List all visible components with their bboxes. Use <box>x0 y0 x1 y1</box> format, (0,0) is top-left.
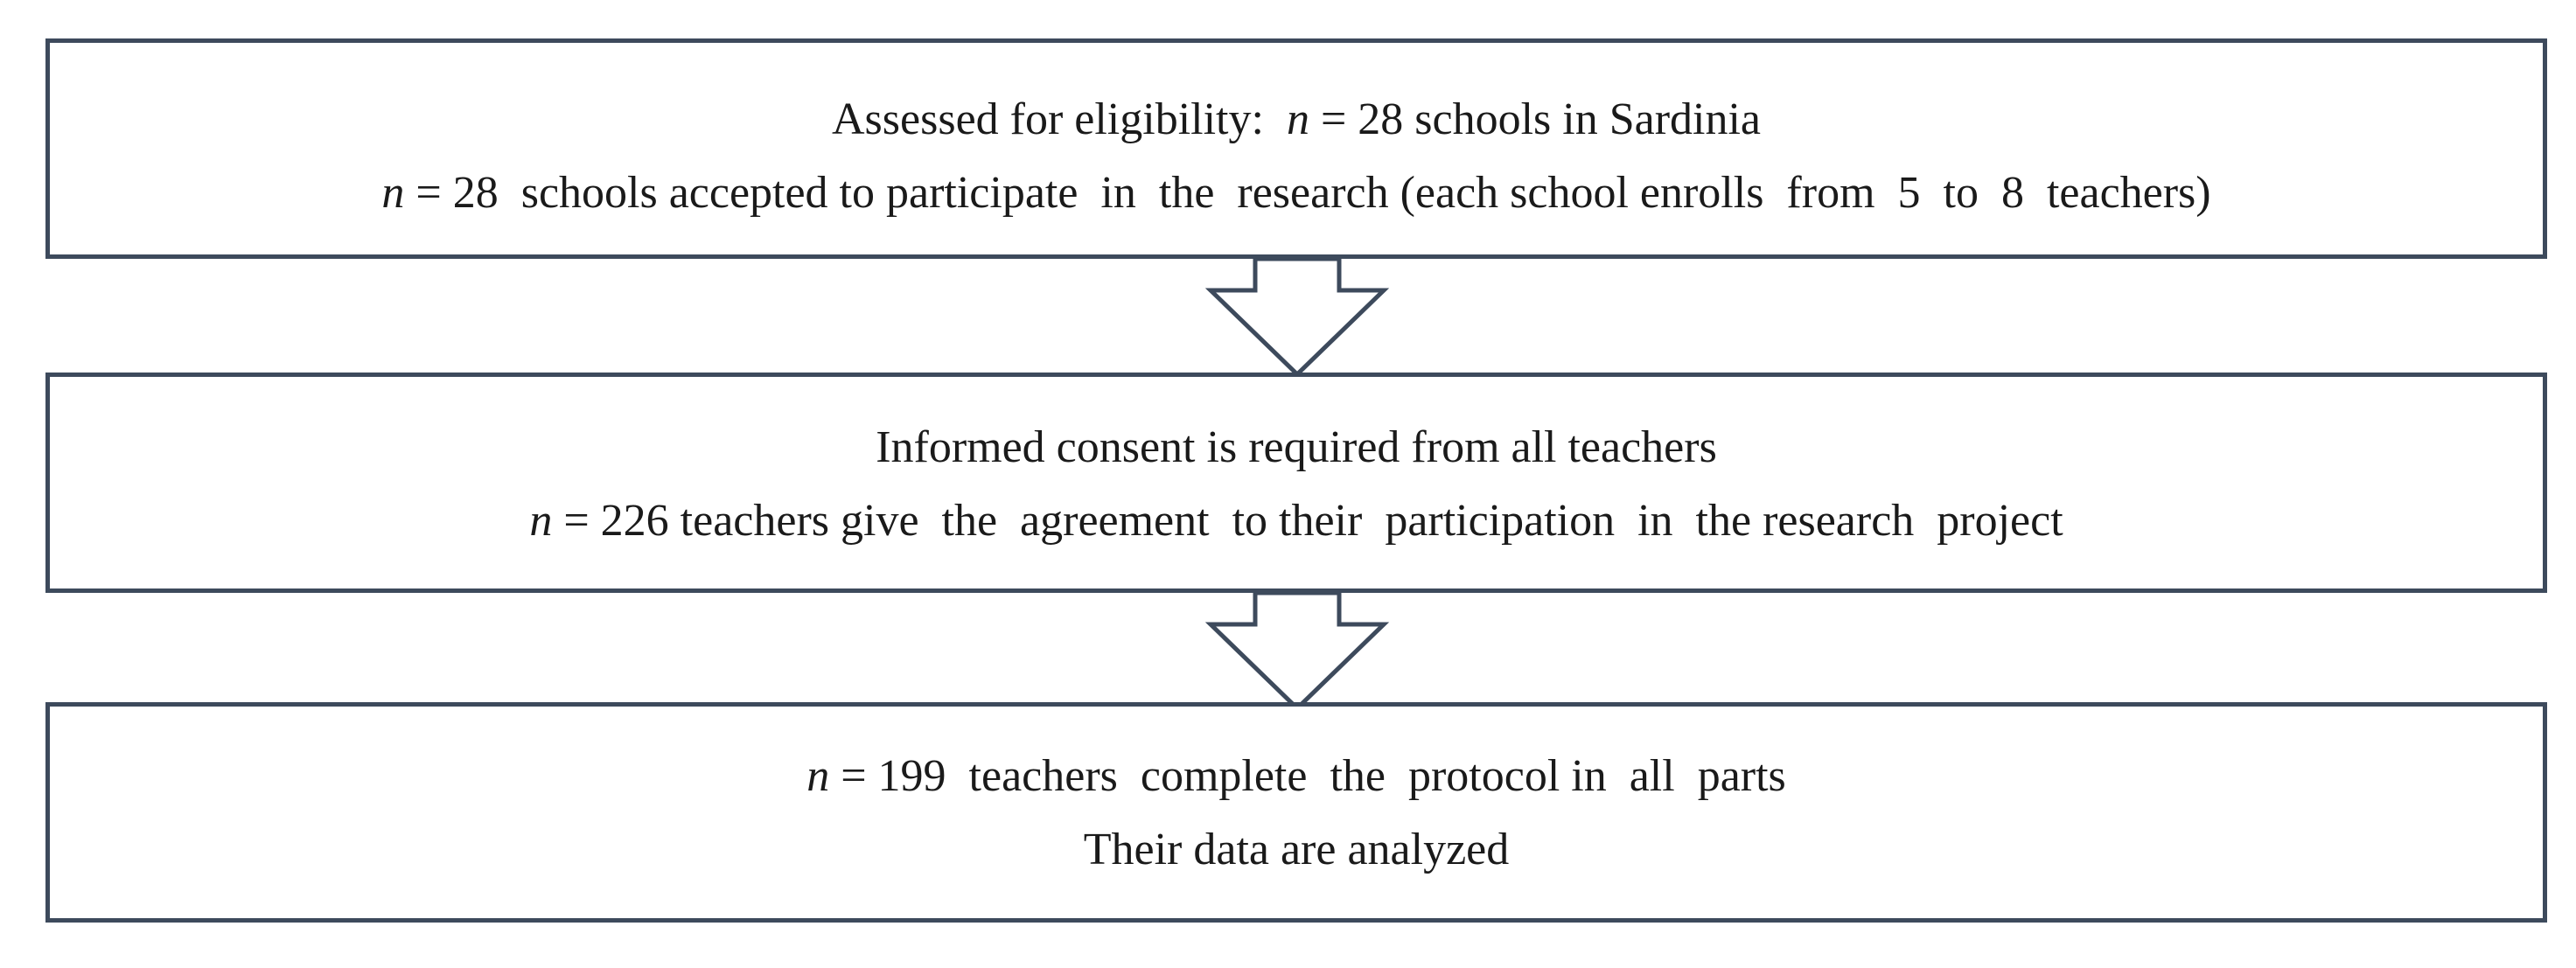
step-1-box <box>45 38 2547 259</box>
eligibility-label: Assessed for eligibility: <box>831 94 1264 144</box>
step-2-line-2 <box>529 484 2063 558</box>
schools-count: = 28 <box>1309 94 1415 144</box>
consent-text: Informed consent is required from all teachers <box>876 422 1717 472</box>
data-analyzed-text: Their data are analyzed <box>1083 825 1510 874</box>
down-arrow-2 <box>0 588 2576 693</box>
n-symbol: n <box>1286 94 1309 144</box>
teachers-agreement-text: = 226 teachers give the agreement to their participation in the research project <box>552 496 2063 546</box>
protocol-complete-text: = 199 teachers complete the protocol in all parts <box>829 751 1786 801</box>
n-symbol: n <box>381 168 405 218</box>
step-3-line-1 <box>806 740 1786 813</box>
step-3-box <box>45 702 2547 923</box>
n-symbol: n <box>529 496 553 546</box>
step-2-box <box>45 373 2547 593</box>
eligibility-location: schools in Sardinia <box>1414 94 1762 144</box>
step-2-line-1 <box>876 411 1717 484</box>
down-arrow-1 <box>0 254 2576 359</box>
step-1-line-1 <box>832 83 1761 157</box>
schools-accepted-text: = 28 schools accepted to participate in the research (each school enrolls from 5 to 8 teachers) <box>404 168 2211 218</box>
step-3-line-2 <box>1084 813 1509 887</box>
n-symbol: n <box>806 751 830 801</box>
step-1-line-2 <box>381 157 2210 230</box>
